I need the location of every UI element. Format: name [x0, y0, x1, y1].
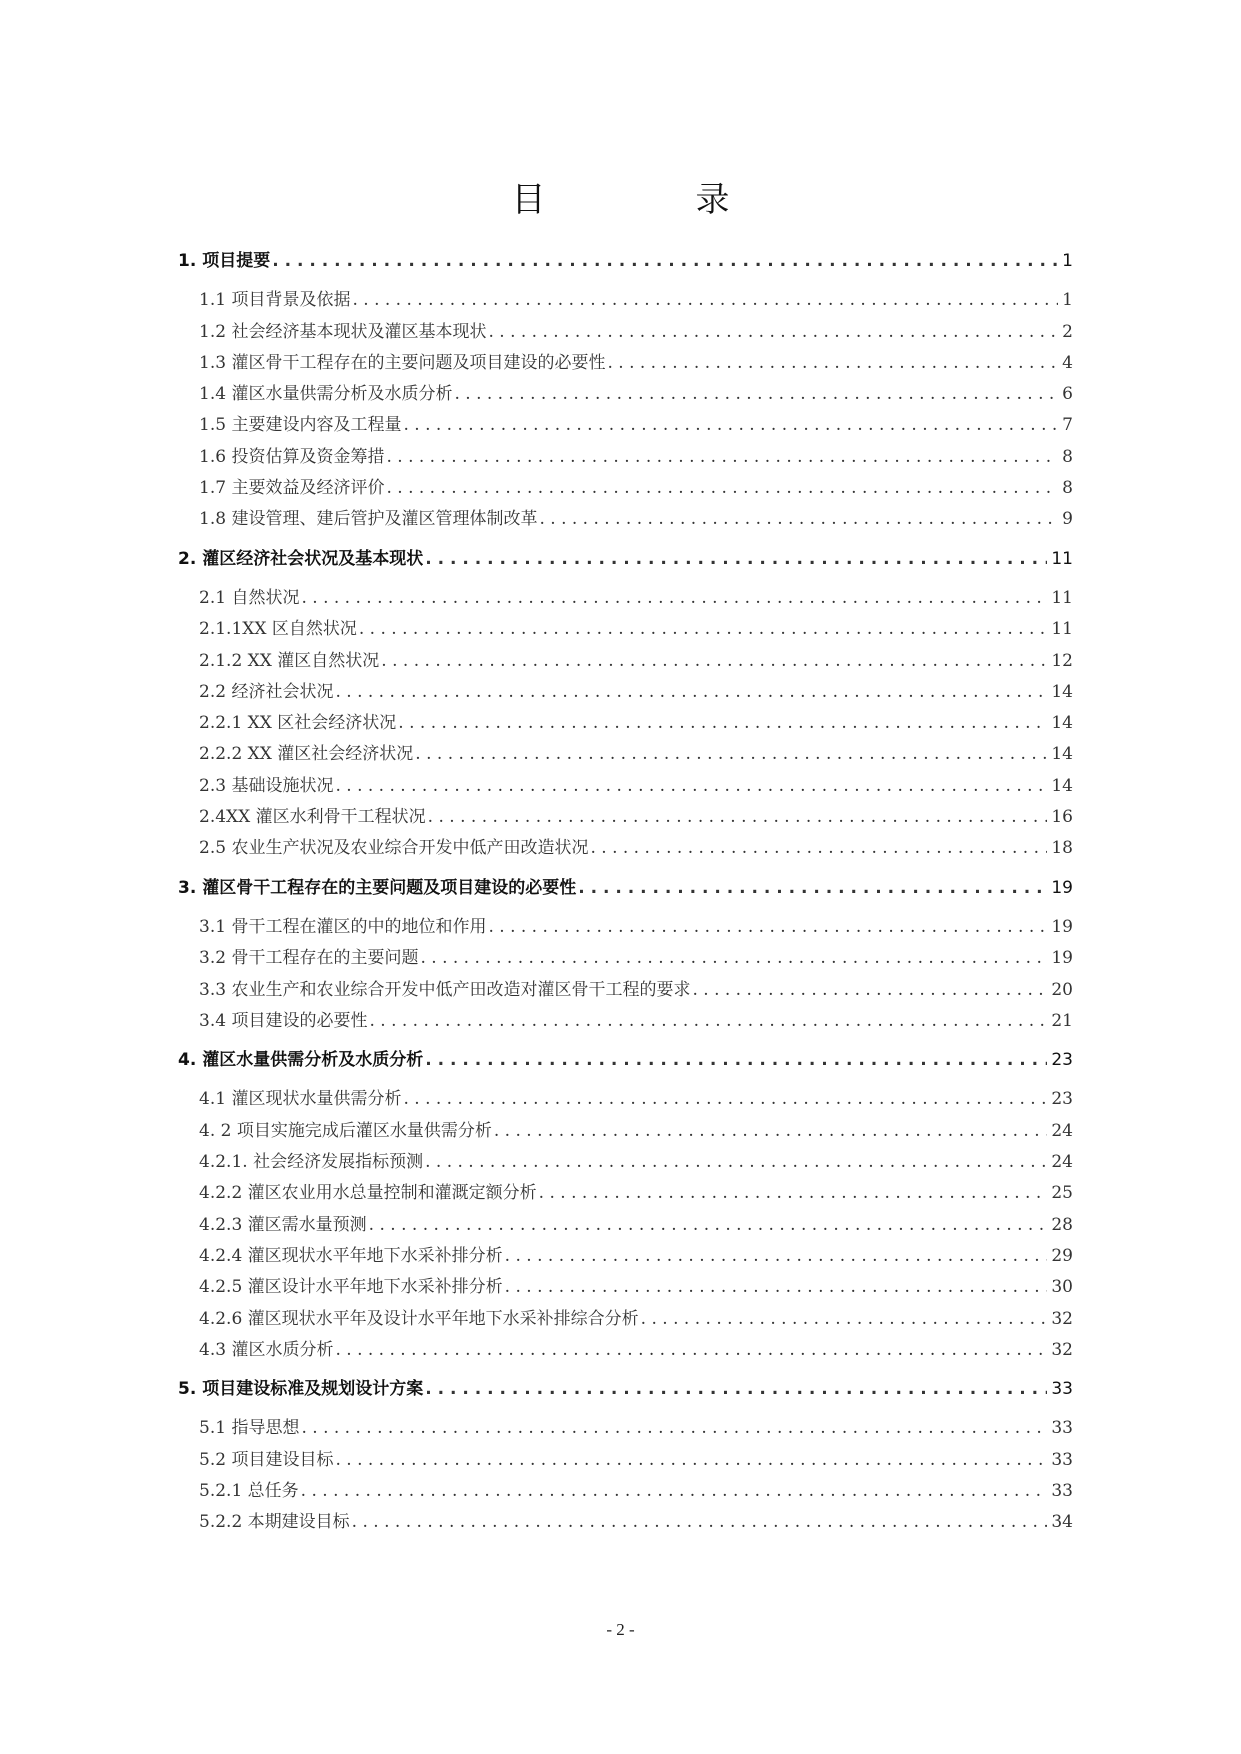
toc-section-entry[interactable] [178, 833, 1073, 864]
toc-dot-leader [301, 583, 1047, 614]
toc-entry-page-number: 21 [1051, 1010, 1073, 1031]
toc-entry-title: 3.4 项目建设的必要性 [199, 1010, 368, 1031]
toc-section-entry[interactable] [178, 1241, 1073, 1272]
toc-dot-leader [641, 1304, 1048, 1335]
toc-chapter-entry[interactable] [178, 1374, 1073, 1405]
toc-dot-leader [381, 646, 1047, 677]
toc-entry-page-number: 2 [1062, 321, 1073, 342]
toc-entry-page-number: 24 [1051, 1152, 1073, 1173]
toc-dot-leader [386, 442, 1058, 473]
toc-entry-title: 2.5 农业生产状况及农业综合开发中低产田改造状况 [199, 838, 589, 859]
toc-section-entry[interactable] [178, 1304, 1073, 1335]
toc-entry-page-number: 14 [1051, 681, 1073, 702]
toc-entry-title: 3.2 骨干工程存在的主要问题 [199, 948, 419, 969]
toc-entry-title: 4. 灌区水量供需分析及水质分析 [178, 1050, 424, 1071]
toc-entry-title: 2.1 自然状况 [199, 587, 300, 608]
toc-entry-page-number: 23 [1051, 1050, 1073, 1071]
toc-entry-title: 2.2 经济社会状况 [199, 681, 334, 702]
toc-entry-page-number: 9 [1062, 509, 1073, 530]
toc-entry-page-number: 25 [1051, 1183, 1073, 1204]
toc-dot-leader [505, 1272, 1048, 1303]
toc-section-entry[interactable] [178, 708, 1073, 739]
toc-entry-page-number: 6 [1062, 384, 1073, 405]
toc-entry-page-number: 14 [1051, 744, 1073, 765]
toc-section-entry[interactable] [178, 1084, 1073, 1115]
toc-section-entry[interactable] [178, 1147, 1073, 1178]
toc-entry-title: 4.2.5 灌区设计水平年地下水采补排分析 [199, 1277, 503, 1298]
toc-section-entry[interactable] [178, 739, 1073, 770]
toc-entry-title: 2.1.2 XX 灌区自然状况 [199, 650, 380, 671]
toc-section-entry[interactable] [178, 583, 1073, 614]
toc-entry-page-number: 28 [1051, 1214, 1073, 1235]
toc-section-entry[interactable] [178, 504, 1073, 535]
toc-entry-page-number: 12 [1051, 650, 1073, 671]
toc-entry-title: 4.2.1. 社会经济发展指标预测 [199, 1152, 424, 1173]
toc-dot-leader [425, 1374, 1047, 1405]
toc-section-entry[interactable] [178, 912, 1073, 943]
toc-entry-title: 1.2 社会经济基本现状及灌区基本现状 [199, 321, 487, 342]
toc-entry-title: 5.2.2 本期建设目标 [199, 1512, 350, 1533]
toc-entry-title: 2.4XX 灌区水利骨干工程状况 [199, 807, 426, 828]
toc-dot-leader [335, 771, 1047, 802]
toc-section-entry[interactable] [178, 442, 1073, 473]
toc-entry-page-number: 32 [1051, 1308, 1073, 1329]
toc-entry-title: 2.2.2 XX 灌区社会经济状况 [199, 744, 414, 765]
toc-dot-leader [578, 873, 1047, 904]
toc-dot-leader [352, 285, 1058, 316]
toc-entry-title: 1.8 建设管理、建后管护及灌区管理体制改革 [199, 509, 538, 530]
toc-entry-title: 3. 灌区骨干工程存在的主要问题及项目建设的必要性 [178, 877, 577, 898]
toc-dot-leader [488, 912, 1047, 943]
toc-entry-page-number: 14 [1051, 713, 1073, 734]
toc-section-entry[interactable] [178, 646, 1073, 677]
toc-entry-title: 4.3 灌区水质分析 [199, 1339, 334, 1360]
toc-dot-leader [403, 410, 1058, 441]
toc-entry-title: 1.3 灌区骨干工程存在的主要问题及项目建设的必要性 [199, 352, 606, 373]
toc-section-entry[interactable] [178, 1335, 1073, 1366]
toc-entry-title: 2.2.1 XX 区社会经济状况 [199, 713, 397, 734]
toc-entry-page-number: 1 [1062, 251, 1073, 271]
toc-section-entry[interactable] [178, 1445, 1073, 1476]
toc-section-entry[interactable] [178, 1413, 1073, 1444]
toc-entry-page-number: 33 [1051, 1480, 1073, 1501]
toc-dot-leader [369, 1210, 1048, 1241]
toc-entry-page-number: 4 [1062, 352, 1073, 373]
toc-dot-leader [505, 1241, 1048, 1272]
toc-section-entry[interactable] [178, 1476, 1073, 1507]
toc-entry-page-number: 8 [1062, 478, 1073, 499]
toc-dot-leader [301, 1476, 1048, 1507]
toc-entry-title: 4.2.4 灌区现状水平年地下水采补排分析 [199, 1245, 503, 1266]
toc-entry-page-number: 33 [1051, 1379, 1073, 1400]
toc-section-entry[interactable] [178, 348, 1073, 379]
toc-dot-leader [454, 379, 1058, 410]
toc-dot-leader [335, 1335, 1047, 1366]
toc-entry-title: 4.1 灌区现状水量供需分析 [199, 1089, 402, 1110]
toc-dot-leader [272, 246, 1058, 277]
toc-dot-leader [398, 708, 1047, 739]
toc-section-entry[interactable] [178, 614, 1073, 645]
toc-entry-title: 1.4 灌区水量供需分析及水质分析 [199, 384, 453, 405]
toc-section-entry[interactable] [178, 1006, 1073, 1037]
toc-entry-page-number: 11 [1051, 619, 1073, 640]
toc-entry-page-number: 11 [1051, 587, 1073, 608]
toc-dot-leader [335, 1445, 1047, 1476]
toc-entry-title: 5.2.1 总任务 [199, 1480, 299, 1501]
toc-entry-page-number: 19 [1051, 916, 1073, 937]
toc-dot-leader [494, 1116, 1048, 1147]
toc-entry-title: 1. 项目提要 [178, 251, 271, 271]
toc-dot-leader [301, 1413, 1047, 1444]
toc-dot-leader [386, 473, 1058, 504]
table-of-contents [178, 246, 1073, 1539]
page-title: 目 录 [511, 180, 788, 220]
toc-section-entry[interactable] [178, 943, 1073, 974]
toc-entry-page-number: 14 [1051, 775, 1073, 796]
toc-entry-page-number: 7 [1062, 415, 1073, 436]
toc-section-entry[interactable] [178, 1210, 1073, 1241]
toc-entry-title: 2.3 基础设施状况 [199, 775, 334, 796]
toc-section-entry[interactable] [178, 1272, 1073, 1303]
toc-section-entry[interactable] [178, 975, 1073, 1006]
toc-entry-page-number: 33 [1051, 1449, 1073, 1470]
toc-dot-leader [415, 739, 1047, 770]
toc-dot-leader [590, 833, 1047, 864]
toc-entry-title: 3.3 农业生产和农业综合开发中低产田改造对灌区骨干工程的要求 [199, 979, 691, 1000]
toc-entry-title: 4.2.6 灌区现状水平年及设计水平年地下水采补排综合分析 [199, 1308, 639, 1329]
toc-section-entry[interactable] [178, 473, 1073, 504]
toc-chapter-entry[interactable] [178, 873, 1073, 904]
toc-entry-title: 1.6 投资估算及资金筹措 [199, 446, 385, 467]
toc-section-entry[interactable] [178, 1178, 1073, 1209]
toc-entry-page-number: 20 [1051, 979, 1073, 1000]
toc-chapter-entry[interactable] [178, 246, 1073, 277]
toc-entry-page-number: 8 [1062, 446, 1073, 467]
toc-chapter-entry[interactable] [178, 544, 1073, 575]
toc-entry-page-number: 16 [1051, 807, 1073, 828]
toc-entry-title: 1.1 项目背景及依据 [199, 290, 351, 311]
toc-entry-title: 5.2 项目建设目标 [199, 1449, 334, 1470]
toc-chapter-entry[interactable] [178, 1045, 1073, 1076]
toc-entry-title: 5. 项目建设标准及规划设计方案 [178, 1379, 424, 1400]
toc-section-entry[interactable] [178, 802, 1073, 833]
toc-dot-leader [403, 1084, 1047, 1115]
toc-dot-leader [428, 802, 1048, 833]
toc-section-entry[interactable] [178, 1116, 1073, 1147]
toc-dot-leader [692, 975, 1047, 1006]
toc-dot-leader [359, 614, 1047, 645]
toc-dot-leader [335, 677, 1047, 708]
toc-section-entry[interactable] [178, 285, 1073, 316]
toc-section-entry[interactable] [178, 379, 1073, 410]
toc-entry-title: 1.7 主要效益及经济评价 [199, 478, 385, 499]
toc-entry-title: 1.5 主要建设内容及工程量 [199, 415, 402, 436]
toc-section-entry[interactable] [178, 677, 1073, 708]
toc-entry-page-number: 29 [1051, 1245, 1073, 1266]
toc-dot-leader [539, 1178, 1048, 1209]
toc-entry-page-number: 30 [1051, 1277, 1073, 1298]
toc-entry-title: 4.2.3 灌区需水量预测 [199, 1214, 367, 1235]
toc-entry-title: 4. 2 项目实施完成后灌区水量供需分析 [199, 1120, 492, 1141]
toc-dot-leader [369, 1006, 1047, 1037]
toc-dot-leader [539, 504, 1058, 535]
toc-entry-page-number: 23 [1051, 1089, 1073, 1110]
toc-section-entry[interactable] [178, 1507, 1073, 1538]
toc-entry-page-number: 11 [1051, 548, 1073, 569]
toc-entry-title: 2. 灌区经济社会状况及基本现状 [178, 548, 424, 569]
toc-entry-title: 2.1.1XX 区自然状况 [199, 619, 357, 640]
toc-entry-page-number: 32 [1051, 1339, 1073, 1360]
toc-entry-page-number: 19 [1051, 877, 1073, 898]
toc-dot-leader [488, 317, 1058, 348]
toc-entry-page-number: 1 [1062, 290, 1073, 311]
toc-dot-leader [425, 1147, 1047, 1178]
toc-entry-page-number: 18 [1051, 838, 1073, 859]
toc-entry-title: 4.2.2 灌区农业用水总量控制和灌溉定额分析 [199, 1183, 537, 1204]
toc-dot-leader [352, 1507, 1048, 1538]
toc-dot-leader [425, 1045, 1047, 1076]
toc-dot-leader [607, 348, 1058, 379]
page-number-footer: - 2 - [606, 1620, 635, 1639]
toc-section-entry[interactable] [178, 771, 1073, 802]
toc-section-entry[interactable] [178, 410, 1073, 441]
toc-entry-page-number: 19 [1051, 948, 1073, 969]
toc-entry-page-number: 34 [1051, 1512, 1073, 1533]
toc-dot-leader [420, 943, 1047, 974]
toc-entry-page-number: 24 [1051, 1120, 1073, 1141]
toc-dot-leader [425, 544, 1047, 575]
toc-section-entry[interactable] [178, 317, 1073, 348]
toc-entry-title: 5.1 指导思想 [199, 1418, 300, 1439]
toc-entry-page-number: 33 [1051, 1418, 1073, 1439]
toc-entry-title: 3.1 骨干工程在灌区的中的地位和作用 [199, 916, 487, 937]
